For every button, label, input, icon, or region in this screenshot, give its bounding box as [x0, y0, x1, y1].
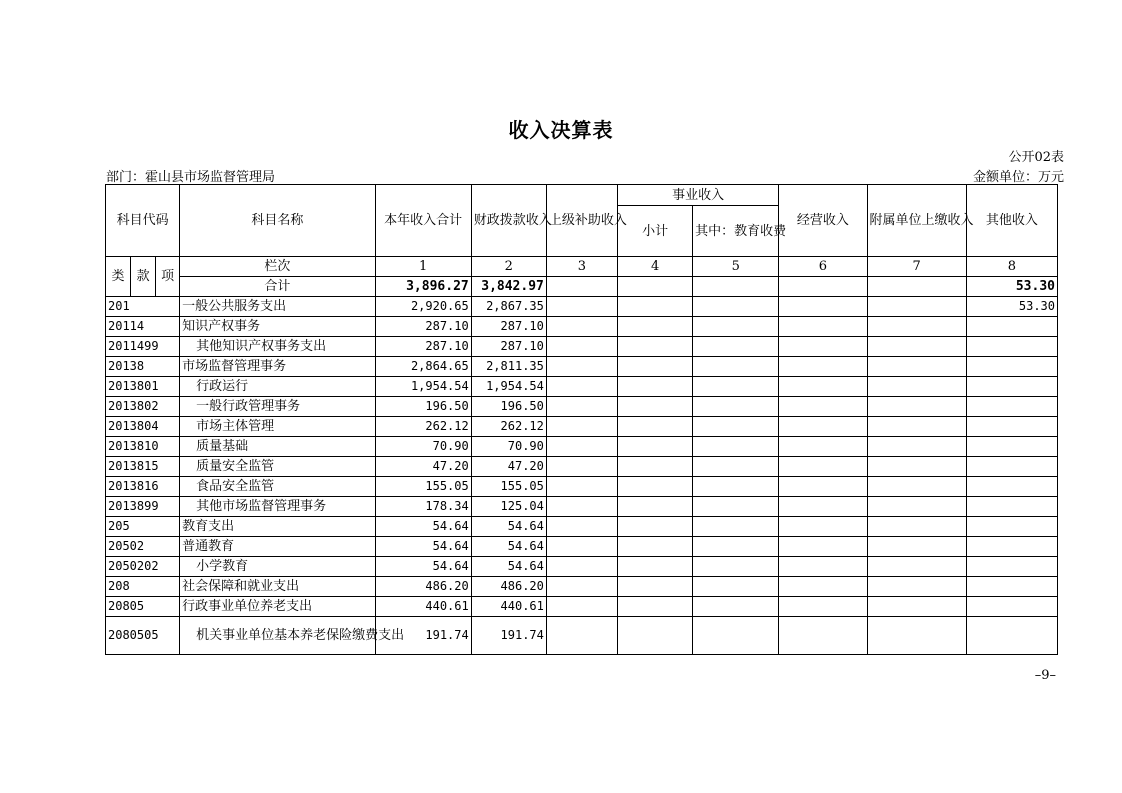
- amount-total: 196.50: [375, 397, 471, 417]
- subject-name: 社会保障和就业支出: [180, 577, 375, 597]
- amount-business-subtotal: [618, 557, 693, 577]
- amount-business-subtotal: [618, 317, 693, 337]
- amount-fiscal: 54.64: [471, 517, 546, 537]
- amount-affiliated: [867, 317, 966, 337]
- amount-superior: [546, 597, 617, 617]
- amount-business-subtotal: [618, 457, 693, 477]
- amount-education: [693, 357, 779, 377]
- subject-code: 2013810: [106, 437, 180, 457]
- amount-affiliated: [867, 437, 966, 457]
- subject-name: 机关事业单位基本养老保险缴费支出: [180, 617, 375, 655]
- subject-code: 205: [106, 517, 180, 537]
- header-other: 其他收入: [966, 185, 1057, 257]
- subject-name: 食品安全监管: [180, 477, 375, 497]
- amount-operating: [779, 377, 867, 397]
- amount-operating: [779, 317, 867, 337]
- amount-education: [693, 537, 779, 557]
- table-row: [106, 377, 1058, 397]
- amount-fiscal: 47.20: [471, 457, 546, 477]
- amount-fiscal: 2,867.35: [471, 297, 546, 317]
- amount-superior: [546, 377, 617, 397]
- amount-affiliated: [867, 497, 966, 517]
- amount-superior: [546, 337, 617, 357]
- table-row: [106, 477, 1058, 497]
- subject-name: 普通教育: [180, 537, 375, 557]
- amount-other: 53.30: [966, 297, 1057, 317]
- amount-affiliated: [867, 457, 966, 477]
- amount-superior: [546, 577, 617, 597]
- total-row: [106, 277, 1058, 297]
- amount-business-subtotal: [618, 437, 693, 457]
- total-other: 53.30: [966, 277, 1057, 297]
- amount-education: [693, 417, 779, 437]
- table-row: [106, 617, 1058, 655]
- amount-business-subtotal: [618, 377, 693, 397]
- header-kuan: 款: [131, 257, 156, 297]
- amount-other: [966, 497, 1057, 517]
- amount-superior: [546, 557, 617, 577]
- amount-affiliated: [867, 417, 966, 437]
- total-label: 合计: [180, 277, 375, 297]
- subject-name: 一般行政管理事务: [180, 397, 375, 417]
- amount-education: [693, 477, 779, 497]
- subject-name: 一般公共服务支出: [180, 297, 375, 317]
- amount-operating: [779, 597, 867, 617]
- amount-superior: [546, 357, 617, 377]
- amount-education: [693, 337, 779, 357]
- header-subtotal: 小计: [618, 206, 693, 257]
- amount-fiscal: 1,954.54: [471, 377, 546, 397]
- amount-other: [966, 517, 1057, 537]
- amount-total: 287.10: [375, 337, 471, 357]
- amount-unit-label: 金额单位：万元: [972, 170, 1064, 185]
- header-name: 科目名称: [180, 185, 375, 257]
- amount-operating: [779, 557, 867, 577]
- amount-other: [966, 417, 1057, 437]
- amount-superior: [546, 297, 617, 317]
- table-row: [106, 297, 1058, 317]
- subject-name: 行政运行: [180, 377, 375, 397]
- amount-fiscal: 191.74: [471, 617, 546, 655]
- subject-code: 20138: [106, 357, 180, 377]
- amount-business-subtotal: [618, 597, 693, 617]
- amount-education: [693, 557, 779, 577]
- amount-business-subtotal: [618, 497, 693, 517]
- amount-superior: [546, 437, 617, 457]
- amount-total: 191.74: [375, 617, 471, 655]
- amount-affiliated: [867, 397, 966, 417]
- amount-fiscal: 262.12: [471, 417, 546, 437]
- amount-education: [693, 437, 779, 457]
- amount-other: [966, 597, 1057, 617]
- amount-total: 178.34: [375, 497, 471, 517]
- amount-business-subtotal: [618, 417, 693, 437]
- subject-code: 2011499: [106, 337, 180, 357]
- table-row: [106, 437, 1058, 457]
- amount-superior: [546, 497, 617, 517]
- amount-operating: [779, 357, 867, 377]
- amount-education: [693, 577, 779, 597]
- amount-other: [966, 617, 1057, 655]
- subject-code: 2013816: [106, 477, 180, 497]
- amount-business-subtotal: [618, 537, 693, 557]
- header-lei: 类: [106, 257, 131, 297]
- amount-fiscal: 54.64: [471, 557, 546, 577]
- form-number: 公开02表: [1008, 150, 1064, 165]
- header-business: 事业收入: [618, 185, 779, 206]
- table-row: [106, 597, 1058, 617]
- amount-fiscal: 287.10: [471, 337, 546, 357]
- amount-education: [693, 457, 779, 477]
- header-total: 本年收入合计: [375, 185, 471, 257]
- amount-education: [693, 397, 779, 417]
- page-number: –9–: [1034, 668, 1056, 683]
- amount-affiliated: [867, 337, 966, 357]
- amount-affiliated: [867, 357, 966, 377]
- table-row: [106, 577, 1058, 597]
- amount-operating: [779, 577, 867, 597]
- amount-fiscal: 486.20: [471, 577, 546, 597]
- amount-operating: [779, 617, 867, 655]
- header-xiang: 项: [156, 257, 180, 297]
- amount-operating: [779, 337, 867, 357]
- amount-education: [693, 297, 779, 317]
- amount-education: [693, 597, 779, 617]
- amount-operating: [779, 417, 867, 437]
- col-number: 1: [375, 257, 471, 277]
- table-row: [106, 537, 1058, 557]
- amount-fiscal: 54.64: [471, 537, 546, 557]
- subject-name: 质量安全监管: [180, 457, 375, 477]
- amount-total: 486.20: [375, 577, 471, 597]
- amount-total: 54.64: [375, 537, 471, 557]
- header-operating: 经营收入: [779, 185, 867, 257]
- amount-total: 54.64: [375, 517, 471, 537]
- amount-business-subtotal: [618, 397, 693, 417]
- amount-superior: [546, 537, 617, 557]
- amount-other: [966, 537, 1057, 557]
- amount-other: [966, 437, 1057, 457]
- amount-total: 47.20: [375, 457, 471, 477]
- amount-fiscal: 125.04: [471, 497, 546, 517]
- amount-education: [693, 617, 779, 655]
- amount-superior: [546, 457, 617, 477]
- amount-other: [966, 357, 1057, 377]
- amount-superior: [546, 317, 617, 337]
- amount-affiliated: [867, 597, 966, 617]
- department-label: 部门：霍山县市场监督管理局: [106, 170, 276, 185]
- amount-fiscal: 155.05: [471, 477, 546, 497]
- subject-code: 2013802: [106, 397, 180, 417]
- amount-superior: [546, 417, 617, 437]
- amount-operating: [779, 537, 867, 557]
- col-number: 3: [546, 257, 617, 277]
- table-row: [106, 317, 1058, 337]
- table-row: [106, 397, 1058, 417]
- subject-name: 质量基础: [180, 437, 375, 457]
- subject-name: 教育支出: [180, 517, 375, 537]
- col-number: 5: [693, 257, 779, 277]
- amount-superior: [546, 517, 617, 537]
- amount-education: [693, 317, 779, 337]
- amount-other: [966, 317, 1057, 337]
- header-code: 科目代码: [106, 185, 180, 257]
- amount-total: 440.61: [375, 597, 471, 617]
- amount-total: 2,920.65: [375, 297, 471, 317]
- amount-other: [966, 337, 1057, 357]
- subject-name: 市场主体管理: [180, 417, 375, 437]
- amount-business-subtotal: [618, 577, 693, 597]
- amount-other: [966, 477, 1057, 497]
- amount-superior: [546, 477, 617, 497]
- amount-operating: [779, 397, 867, 417]
- amount-affiliated: [867, 477, 966, 497]
- amount-operating: [779, 517, 867, 537]
- col-number: 4: [618, 257, 693, 277]
- amount-other: [966, 557, 1057, 577]
- subject-name: 行政事业单位养老支出: [180, 597, 375, 617]
- table-row: [106, 337, 1058, 357]
- amount-total: 2,864.65: [375, 357, 471, 377]
- subject-code: 20805: [106, 597, 180, 617]
- subject-code: 2050202: [106, 557, 180, 577]
- amount-business-subtotal: [618, 337, 693, 357]
- amount-fiscal: 70.90: [471, 437, 546, 457]
- amount-business-subtotal: [618, 517, 693, 537]
- subject-name: 市场监督管理事务: [180, 357, 375, 377]
- amount-superior: [546, 617, 617, 655]
- amount-education: [693, 497, 779, 517]
- amount-total: 70.90: [375, 437, 471, 457]
- amount-total: 155.05: [375, 477, 471, 497]
- amount-total: 262.12: [375, 417, 471, 437]
- table-row: [106, 517, 1058, 537]
- page-title: 收入决算表: [508, 118, 614, 142]
- table-row: [106, 357, 1058, 377]
- amount-other: [966, 457, 1057, 477]
- col-number: 2: [471, 257, 546, 277]
- table-row: [106, 497, 1058, 517]
- header-lanci: 栏次: [180, 257, 375, 277]
- amount-operating: [779, 497, 867, 517]
- header-superior: 上级补助收入: [546, 185, 617, 257]
- subject-name: 小学教育: [180, 557, 375, 577]
- amount-operating: [779, 437, 867, 457]
- subject-name: 其他知识产权事务支出: [180, 337, 375, 357]
- header-education: 其中：教育收费: [693, 206, 779, 257]
- amount-total: 54.64: [375, 557, 471, 577]
- subject-code: 201: [106, 297, 180, 317]
- col-number: 8: [966, 257, 1057, 277]
- amount-affiliated: [867, 537, 966, 557]
- amount-affiliated: [867, 377, 966, 397]
- subject-code: 20502: [106, 537, 180, 557]
- amount-fiscal: 440.61: [471, 597, 546, 617]
- subject-code: 2013899: [106, 497, 180, 517]
- amount-fiscal: 2,811.35: [471, 357, 546, 377]
- col-number: 7: [867, 257, 966, 277]
- subject-code: 2013815: [106, 457, 180, 477]
- amount-superior: [546, 397, 617, 417]
- amount-operating: [779, 297, 867, 317]
- subject-code: 2080505: [106, 617, 180, 655]
- income-table: [105, 184, 1058, 655]
- amount-total: 287.10: [375, 317, 471, 337]
- total-fiscal: 3,842.97: [471, 277, 546, 297]
- amount-other: [966, 397, 1057, 417]
- amount-operating: [779, 477, 867, 497]
- subject-code: 20114: [106, 317, 180, 337]
- amount-fiscal: 287.10: [471, 317, 546, 337]
- amount-fiscal: 196.50: [471, 397, 546, 417]
- amount-operating: [779, 457, 867, 477]
- amount-affiliated: [867, 297, 966, 317]
- subject-code: 208: [106, 577, 180, 597]
- amount-affiliated: [867, 517, 966, 537]
- subject-code: 2013804: [106, 417, 180, 437]
- table-row: [106, 557, 1058, 577]
- amount-education: [693, 377, 779, 397]
- header-affiliated: 附属单位上缴收入: [867, 185, 966, 257]
- amount-education: [693, 517, 779, 537]
- amount-other: [966, 577, 1057, 597]
- amount-business-subtotal: [618, 617, 693, 655]
- amount-affiliated: [867, 557, 966, 577]
- amount-business-subtotal: [618, 297, 693, 317]
- subject-name: 知识产权事务: [180, 317, 375, 337]
- amount-affiliated: [867, 577, 966, 597]
- amount-business-subtotal: [618, 357, 693, 377]
- total-amount: 3,896.27: [375, 277, 471, 297]
- subject-code: 2013801: [106, 377, 180, 397]
- table-row: [106, 417, 1058, 437]
- amount-business-subtotal: [618, 477, 693, 497]
- amount-other: [966, 377, 1057, 397]
- header-fiscal: 财政拨款收入: [471, 185, 546, 257]
- amount-total: 1,954.54: [375, 377, 471, 397]
- col-number: 6: [779, 257, 867, 277]
- amount-affiliated: [867, 617, 966, 655]
- table-row: [106, 457, 1058, 477]
- subject-name: 其他市场监督管理事务: [180, 497, 375, 517]
